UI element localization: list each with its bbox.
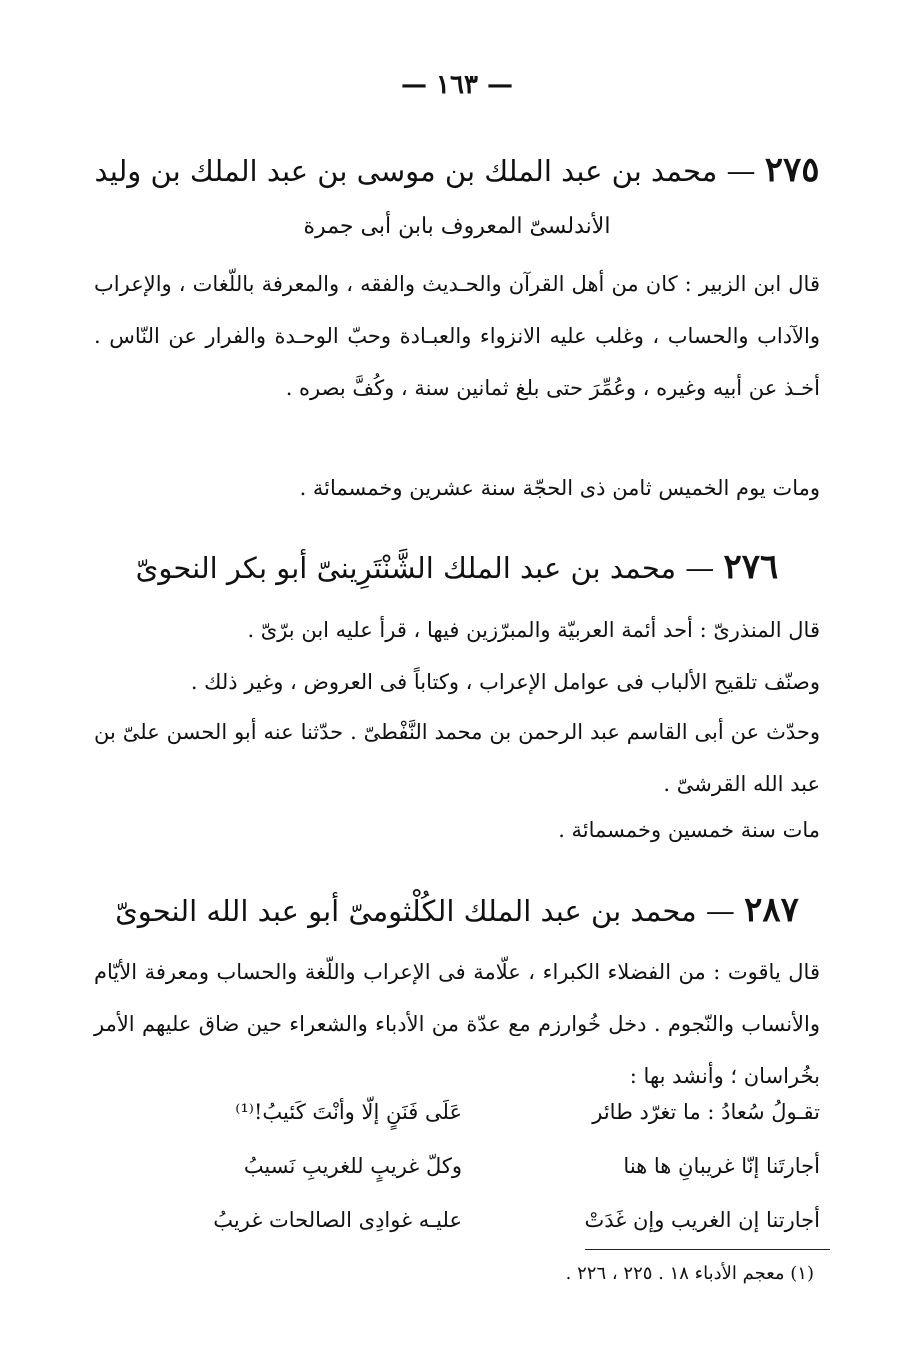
entry-paragraph: وصنّف تلقيح الألباب فى عوامل الإعراب ، وكتاباً فى العروض ، وغير ذلك .: [190, 670, 820, 694]
entry-name: محمد بن عبد الملك بن موسى بن عبد الملك بن وليد: [94, 154, 718, 188]
footnote: (١) معجم الأدباء ١٨ . ٢٢٥ ، ٢٢٦ .: [565, 1263, 814, 1284]
entry-paragraph: قال ياقوت : من الفضلاء الكبراء ، علّامة فى الإعراب واللّغة والحساب ومعرفة الأيّام والأنساب والنّجوم . دخل خُوارزم مع عدّة من الأدباء والشعراء حين ضاق عليهم الأمر بخُراسان ؛ وأنشد بها :: [94, 960, 820, 1088]
entry-paragraph: قال ابن الزبير : كان من أهل القرآن والحـديث والفقه ، والمعرفة باللّغات ، والإعراب والآداب والحساب ، وغلب عليه الانزواء والعبـادة وحبّ الوحـدة والفرار عن النّاس . أخـذ عن أبيه وغيره ، وعُمِّرَ حتى بلغ ثمانين سنة ، وكُفَّ بصره .: [94, 272, 820, 400]
entry-number: ٢٧٦: [723, 547, 779, 587]
entry-dash: —: [705, 894, 735, 928]
footnote-divider: [585, 1249, 830, 1250]
entry-name: محمد بن عبد الملك الكُلْثومىّ أبو عبد الله النحوىّ: [115, 894, 697, 928]
entry-title-276: [90, 547, 824, 588]
hemistich-first: أجارتَنا إنّا غريبانِ ها هنا: [623, 1154, 820, 1178]
entry-dash: —: [685, 551, 715, 585]
hemistich-first: أجارتنا إن الغريب وإن غَدَتْ: [584, 1208, 820, 1232]
entry-paragraph: مات سنة خمسين وخمسمائة .: [558, 818, 820, 842]
poem-verse: [94, 1100, 820, 1154]
hemistich-second: عليـه غوادِى الصالحات غريبُ: [213, 1208, 462, 1232]
page-number: — ١٦٣ —: [400, 70, 514, 100]
hemistich-first: تقـولُ سُعادُ : ما تغرّد طائر: [592, 1100, 820, 1124]
entry-title-287: [90, 890, 824, 931]
entry-paragraph: وحدّث عن أبى القاسم عبد الرحمن بن محمد النَّفْطىّ . حدّثنا عنه أبو الحسن علىّ بن عبد الله القرشىّ .: [94, 720, 820, 796]
poem-verse: [94, 1154, 820, 1208]
poem-verse: [94, 1208, 820, 1262]
entry-paragraph: ومات يوم الخميس ثامن ذى الحجّة سنة عشرين وخمسمائة .: [299, 476, 820, 500]
entry-subtitle: الأندلسىّ المعروف بابن أبى جمرة: [303, 214, 611, 239]
entry-number: ٢٨٧: [744, 890, 799, 930]
entry-title-275: [90, 150, 824, 191]
entry-number: ٢٧٥: [764, 150, 820, 190]
entry-paragraph: قال المنذرىّ : أحد أئمة العربيّة والمبرّزين فيها ، قرأ عليه ابن برّىّ .: [247, 618, 820, 642]
entry-dash: —: [726, 154, 756, 188]
hemistich-second: وكلّ غريبٍ للغريبِ نَسيبُ: [243, 1154, 462, 1178]
hemistich-second: عَلَى فَنَنٍ إلّا وأنْتَ كَئيبُ!⁽¹⁾: [235, 1100, 462, 1124]
poem: [94, 1100, 820, 1262]
entry-name: محمد بن عبد الملك الشَّنْتَرِينىّ أبو بكر النحوىّ: [135, 551, 677, 585]
